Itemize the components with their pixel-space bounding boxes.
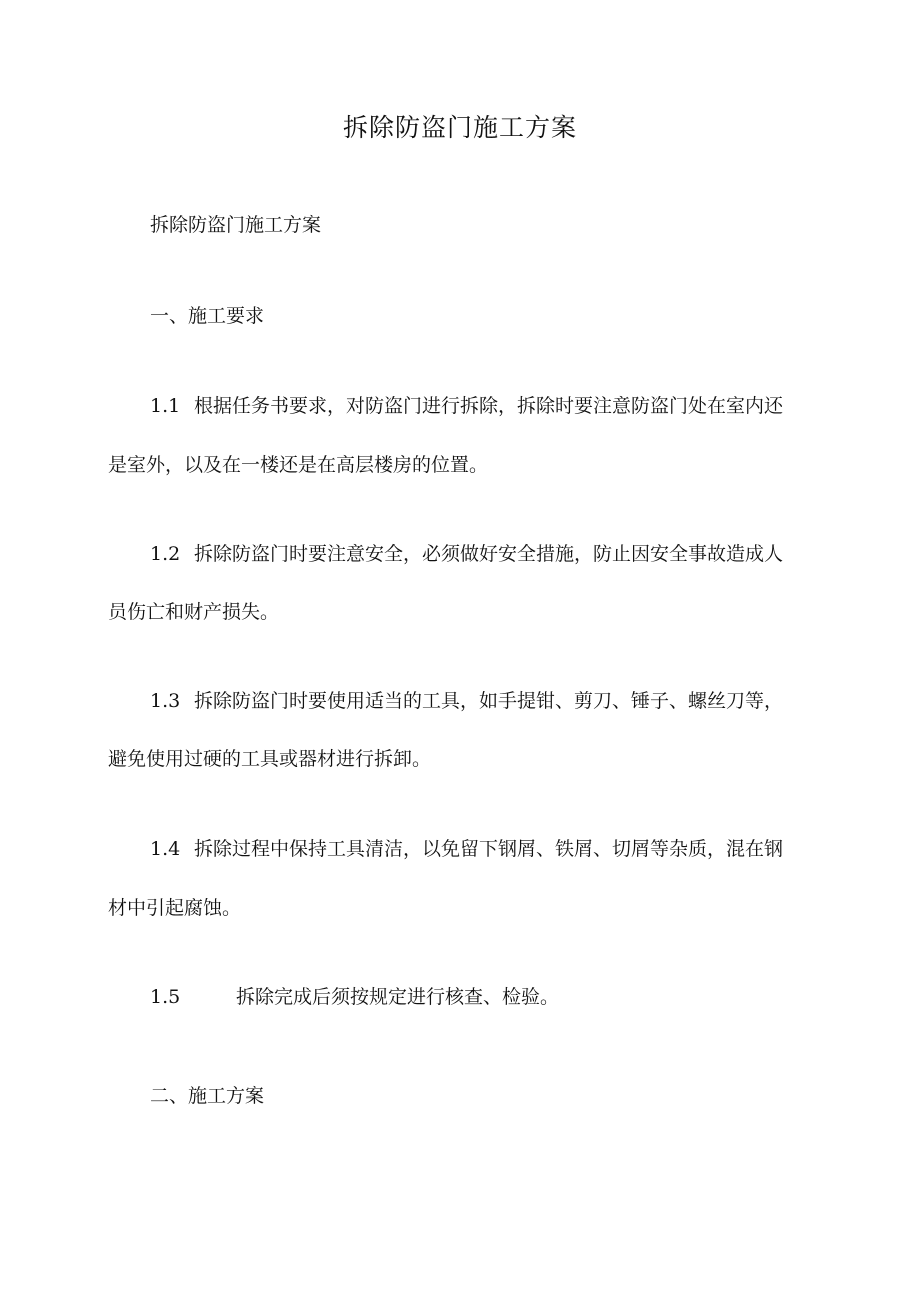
section-heading-requirements: 一、施工要求	[150, 305, 265, 327]
item-text: 根据任务书要求，对防盗门进行拆除，拆除时要注意防盗门处在室内还	[194, 395, 784, 417]
list-item	[150, 687, 783, 715]
item-number: 1.4	[150, 838, 181, 860]
item-text-continuation: 是室外，以及在一楼还是在高层楼房的位置。	[108, 454, 489, 476]
item-text: 拆除完成后须按规定进行核查、检验。	[236, 986, 560, 1008]
item-number: 1.5	[150, 986, 181, 1008]
document-title: 拆除防盗门施工方案	[342, 113, 577, 142]
list-item	[150, 540, 783, 568]
section-heading-plan: 二、施工方案	[150, 1085, 265, 1107]
item-text-continuation: 避免使用过硬的工具或器材进行拆卸。	[108, 748, 432, 770]
list-item	[150, 983, 559, 1011]
item-text-continuation: 员伤亡和财产损失。	[108, 601, 280, 623]
item-text-continuation: 材中引起腐蚀。	[108, 897, 242, 919]
item-text: 拆除防盗门时要使用适当的工具，如手提钳、剪刀、锤子、螺丝刀等，	[194, 690, 784, 712]
list-item	[150, 392, 783, 420]
item-number: 1.2	[150, 543, 181, 565]
item-number: 1.1	[150, 395, 181, 417]
item-text: 拆除过程中保持工具清洁，以免留下钢屑、铁屑、切屑等杂质，混在钢	[194, 838, 784, 860]
list-item	[150, 835, 783, 863]
document-subtitle: 拆除防盗门施工方案	[150, 214, 322, 236]
item-number: 1.3	[150, 690, 181, 712]
item-text: 拆除防盗门时要注意安全，必须做好安全措施，防止因安全事故造成人	[194, 543, 784, 565]
